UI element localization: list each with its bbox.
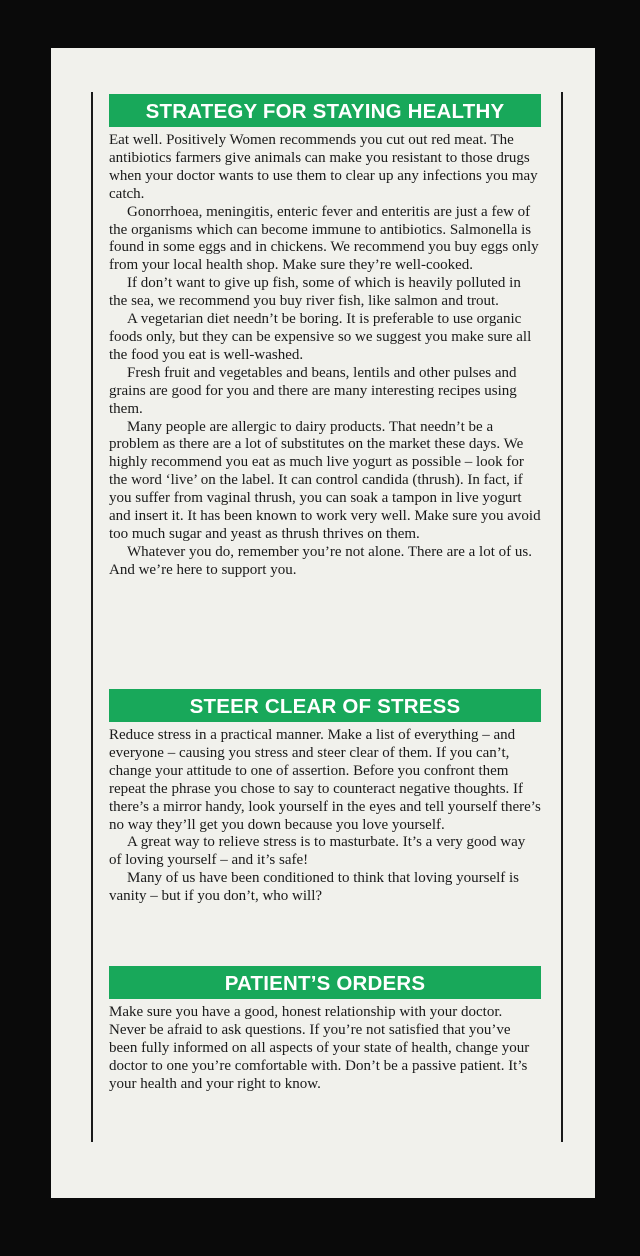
paragraph: If don’t want to give up fish, some of which is heavily polluted in the sea, we recommend you buy river fish, like salmon and trout. [109, 275, 521, 310]
paragraph: Many people are allergic to dairy products. That needn’t be a problem as there are a lot of substitutes on the market these days. We highly recommend you eat as much live yogurt as possible – look for the word ‘live’ on the label. It can control candida (thrush). In fact, if you suffer from vaginal thrush, you can soak a tampon in live yogurt and insert it. It has been known to work very well. Make sure you avoid too much sugar and yeast as thrush thrives on them. [109, 418, 541, 542]
section-body [109, 132, 541, 580]
section-steer-clear-of-stress [109, 689, 541, 906]
paragraph: Gonorrhoea, meningitis, enteric fever and enteritis are just a few of the organisms which can become immune to antibiotics. Salmonella is found in some eggs and in chickens. We recommend you buy eggs only from your local health shop. Make sure they’re well-cooked. [109, 203, 539, 274]
paragraph: A great way to relieve stress is to masturbate. It’s a very good way of loving yourself – and it’s safe! [109, 834, 526, 869]
paragraph: Make sure you have a good, honest relationship with your doctor. Never be afraid to ask questions. If you’re not satisfied that you’ve been fully informed on all aspects of your state of health, change your doctor to one you’re comfortable with. Don’t be a passive patient. It’s your health and your right to know. [109, 1004, 530, 1092]
section-strategy-for-staying-healthy [109, 94, 541, 580]
paragraph: Reduce stress in a practical manner. Make a list of everything – and everyone – causing you stress and steer clear of them. If you can’t, change your attitude to one of assertion. Before you confront them repeat the phrase you chose to say to counteract negative thoughts. If there’s a mirror handy, look yourself in the eyes and tell yourself there’s no way they’ll get you down because you love yourself. [109, 727, 541, 833]
right-rule [561, 92, 563, 1142]
paragraph: Fresh fruit and vegetables and beans, lentils and other pulses and grains are good for you and there are many interesting recipes using them. [109, 364, 517, 417]
section-heading: PATIENT’S ORDERS [109, 966, 541, 999]
paragraph: Whatever you do, remember you’re not alone. There are a lot of us. And we’re here to support you. [109, 543, 532, 578]
paragraph: Eat well. Positively Women recommends you cut out red meat. The antibiotics farmers give animals can make you resistant to those drugs when your doctor wants to use them to clear up any infections you may catch. [109, 132, 538, 202]
paragraph: A vegetarian diet needn’t be boring. It is preferable to use organic foods only, but they can be expensive so we suggest you make sure all the food you eat is well-washed. [109, 311, 532, 363]
section-body [109, 1004, 541, 1094]
section-heading: STEER CLEAR OF STRESS [109, 689, 541, 722]
section-heading: STRATEGY FOR STAYING HEALTHY [109, 94, 541, 127]
leaflet-page [51, 48, 595, 1198]
left-rule [91, 92, 93, 1142]
section-body [109, 727, 541, 906]
section-patients-orders [109, 966, 541, 1094]
paragraph: Many of us have been conditioned to think that loving yourself is vanity – but if you don’t, who will? [109, 870, 520, 905]
